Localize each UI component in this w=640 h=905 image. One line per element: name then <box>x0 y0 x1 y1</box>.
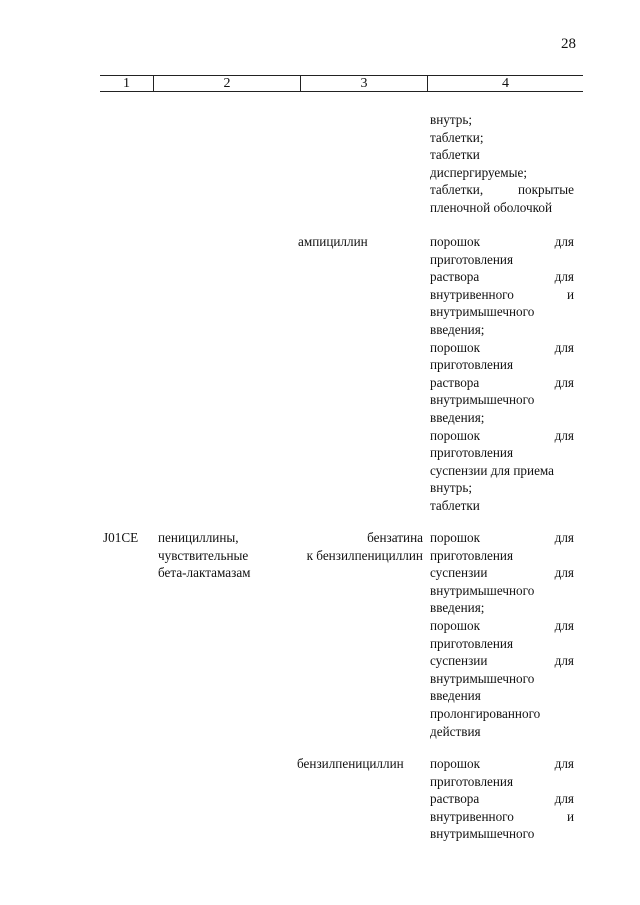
text-line: приготовления <box>430 773 514 789</box>
text-line: таблетки <box>430 497 480 513</box>
text-line: приготовления <box>430 357 514 373</box>
text-line <box>430 529 574 547</box>
text-word: порошок <box>430 427 480 443</box>
text-word: порошок <box>430 756 480 771</box>
block2-drug-name: ампициллин <box>298 234 368 249</box>
text-line: бета-лактамазам <box>158 565 251 581</box>
text-line: диспергируемые; <box>430 164 528 180</box>
text-word: порошок <box>430 339 480 355</box>
header-col-3: 3 <box>301 76 428 91</box>
text-word: для <box>554 530 574 545</box>
text-word: раствора <box>430 269 480 285</box>
text-line: пролонгированного <box>430 705 541 721</box>
block1-dosage-forms <box>430 111 574 217</box>
block2-dosage-forms <box>430 233 574 515</box>
block3-atc-code: J01CE <box>103 530 139 545</box>
block3-group-name <box>158 529 282 582</box>
text-line <box>430 268 574 286</box>
text-word: для <box>554 269 574 285</box>
text-word: для <box>554 653 574 669</box>
text-word: порошок <box>430 617 480 633</box>
text-line: приготовления <box>430 635 514 651</box>
text-word: раствора <box>430 374 480 390</box>
header-col-4: 4 <box>502 76 509 91</box>
text-line <box>430 755 574 773</box>
text-word: для <box>554 374 574 390</box>
text-word: суспензии <box>430 653 488 669</box>
text-line: введения; <box>430 409 485 425</box>
text-line <box>430 339 574 357</box>
text-line: внутримышечного <box>430 304 535 320</box>
text-word: для <box>554 565 574 581</box>
text-line: приготовления <box>430 445 514 461</box>
text-word: для <box>554 339 574 355</box>
text-line <box>430 374 574 392</box>
text-line: введения <box>430 688 481 704</box>
text-line: бензатина <box>367 530 423 545</box>
text-line: к бензилпенициллин <box>306 547 423 563</box>
block4-drug-name: бензилпенициллин <box>297 756 404 771</box>
header-col-2: 2 <box>154 76 301 91</box>
text-line: таблетки <box>430 147 480 163</box>
text-line <box>430 181 574 199</box>
text-line <box>430 233 574 251</box>
text-line <box>430 617 574 635</box>
text-line <box>430 286 574 304</box>
text-line: приготовления <box>430 251 514 267</box>
text-line: суспензии для приема <box>430 462 555 478</box>
text-word: для <box>554 427 574 443</box>
text-line: внутримышечного <box>430 826 535 842</box>
block4-dosage-forms <box>430 755 574 843</box>
text-word: таблетки, <box>430 182 484 198</box>
text-word: покрытые <box>518 182 574 198</box>
table-header-row <box>100 75 583 92</box>
text-word: для <box>554 756 574 771</box>
text-line: внутримышечного <box>430 670 535 686</box>
block3-drug-name <box>287 529 423 564</box>
text-line: действия <box>430 723 481 739</box>
text-line: введения; <box>430 321 485 337</box>
text-line: пенициллины, <box>158 530 239 545</box>
text-line <box>430 652 574 670</box>
block3-dosage-forms <box>430 529 574 740</box>
text-line <box>430 427 574 445</box>
text-line: таблетки; <box>430 129 484 145</box>
text-line: пленочной оболочкой <box>430 199 553 215</box>
text-line: введения; <box>430 600 485 616</box>
text-word: порошок <box>430 234 480 249</box>
text-word: внутривенного <box>430 808 514 824</box>
text-line <box>430 790 574 808</box>
text-line <box>430 808 574 826</box>
page-number: 28 <box>561 36 576 52</box>
text-word: для <box>554 234 574 249</box>
header-col-1: 1 <box>100 76 154 91</box>
text-word: внутривенного <box>430 286 514 302</box>
text-word: порошок <box>430 530 480 545</box>
text-word: и <box>566 286 574 302</box>
text-line: чувствительные <box>158 547 249 563</box>
text-line: внутримышечного <box>430 392 535 408</box>
text-line: внутрь; <box>430 480 473 496</box>
text-line: внутримышечного <box>430 582 535 598</box>
text-line <box>430 564 574 582</box>
text-word: и <box>566 808 574 824</box>
text-line: приготовления <box>430 547 514 563</box>
text-word: для <box>554 791 574 807</box>
text-word: раствора <box>430 791 480 807</box>
text-line: внутрь; <box>430 112 473 127</box>
text-word: суспензии <box>430 565 488 581</box>
text-word: для <box>554 617 574 633</box>
